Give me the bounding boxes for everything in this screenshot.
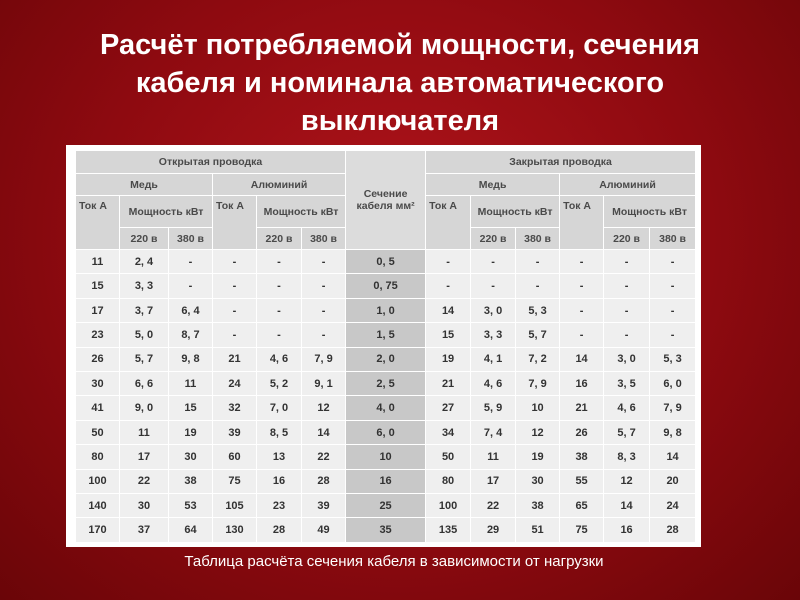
table-cell: 5, 9 — [471, 396, 516, 420]
table-cell: 49 — [302, 518, 346, 543]
table-cell: 5, 3 — [650, 347, 696, 371]
table-cell: 75 — [213, 469, 257, 493]
table-cell: 22 — [120, 469, 169, 493]
cable-table-panel — [66, 145, 701, 547]
table-cell: 30 — [76, 372, 120, 396]
table-cell: - — [426, 274, 471, 298]
table-cell: 5, 3 — [516, 298, 560, 322]
table-cell: - — [213, 250, 257, 274]
table-cell: 3, 5 — [604, 372, 650, 396]
table-cell: 22 — [302, 445, 346, 469]
table-caption — [0, 553, 800, 570]
voltage-380-header: 380 в — [302, 228, 346, 250]
table-cell: 0, 5 — [346, 250, 426, 274]
table-cell: 2, 4 — [120, 250, 169, 274]
table-cell: 19 — [169, 420, 213, 444]
table-cell: 9, 8 — [650, 420, 696, 444]
table-cell: 14 — [604, 494, 650, 518]
table-cell: 50 — [76, 420, 120, 444]
cable-section-header: Сечение кабеля мм² — [346, 151, 426, 250]
table-cell: 15 — [76, 274, 120, 298]
table-cell: 21 — [213, 347, 257, 371]
table-cell: 3, 3 — [120, 274, 169, 298]
table-cell: - — [213, 298, 257, 322]
table-cell: 32 — [213, 396, 257, 420]
table-cell: - — [257, 274, 302, 298]
table-cell: 5, 7 — [120, 347, 169, 371]
open-copper-header: Медь — [76, 174, 213, 196]
table-cell: 38 — [169, 469, 213, 493]
table-cell: 14 — [560, 347, 604, 371]
table-cell: 2, 0 — [346, 347, 426, 371]
table-cell: 38 — [560, 445, 604, 469]
closed-aluminum-header: Алюминий — [560, 174, 696, 196]
closed-copper-power-header: Мощность кВт — [471, 196, 560, 228]
table-cell: 23 — [76, 323, 120, 347]
closed-copper-current-header: Ток А — [426, 196, 471, 250]
table-cell: 12 — [604, 469, 650, 493]
table-caption-text: Таблица расчёта сечения кабеля в зависимости от нагрузки — [184, 553, 604, 570]
table-cell: 0, 75 — [346, 274, 426, 298]
table-cell: 8, 5 — [257, 420, 302, 444]
table-cell: 22 — [471, 494, 516, 518]
table-cell: 30 — [516, 469, 560, 493]
table-row — [76, 250, 696, 274]
table-cell: 9, 8 — [169, 347, 213, 371]
table-cell: 17 — [120, 445, 169, 469]
table-row — [76, 469, 696, 493]
table-cell: 11 — [471, 445, 516, 469]
table-cell: - — [604, 323, 650, 347]
table-body — [76, 250, 696, 543]
open-aluminum-header: Алюминий — [213, 174, 346, 196]
table-cell: 4, 6 — [604, 396, 650, 420]
closed-aluminum-power-header: Мощность кВт — [604, 196, 696, 228]
table-cell: 39 — [213, 420, 257, 444]
voltage-380-header: 380 в — [516, 228, 560, 250]
table-cell: 7, 9 — [302, 347, 346, 371]
table-cell: 15 — [169, 396, 213, 420]
voltage-220-header: 220 в — [604, 228, 650, 250]
table-cell: - — [650, 274, 696, 298]
table-cell: 15 — [426, 323, 471, 347]
cable-section-table — [75, 150, 696, 543]
table-cell: 4, 6 — [257, 347, 302, 371]
open-copper-power-header: Мощность кВт — [120, 196, 213, 228]
table-cell: - — [169, 274, 213, 298]
table-cell: 8, 3 — [604, 445, 650, 469]
open-copper-current-header: Ток А — [76, 196, 120, 250]
table-cell: 38 — [516, 494, 560, 518]
table-cell: 11 — [120, 420, 169, 444]
table-cell: - — [213, 323, 257, 347]
table-cell: 1, 5 — [346, 323, 426, 347]
open-aluminum-power-header: Мощность кВт — [257, 196, 346, 228]
table-cell: 27 — [426, 396, 471, 420]
table-cell: 4, 1 — [471, 347, 516, 371]
table-cell: 80 — [76, 445, 120, 469]
table-cell: 140 — [76, 494, 120, 518]
table-row — [76, 347, 696, 371]
table-cell: 60 — [213, 445, 257, 469]
table-cell: 25 — [346, 494, 426, 518]
table-cell: 11 — [76, 250, 120, 274]
voltage-220-header: 220 в — [120, 228, 169, 250]
table-cell: 23 — [257, 494, 302, 518]
title-line-3: выключателя — [300, 105, 500, 137]
table-row — [76, 494, 696, 518]
table-cell: 9, 0 — [120, 396, 169, 420]
table-cell: - — [604, 274, 650, 298]
table-cell: - — [426, 250, 471, 274]
table-cell: - — [257, 323, 302, 347]
table-cell: - — [516, 274, 560, 298]
title-line-1: Расчёт потребляемой мощности, сечения — [100, 29, 700, 61]
table-row — [76, 298, 696, 322]
table-row — [76, 323, 696, 347]
table-cell: - — [560, 298, 604, 322]
table-cell: 12 — [516, 420, 560, 444]
table-cell: 28 — [650, 518, 696, 543]
table-cell: 16 — [560, 372, 604, 396]
table-cell: - — [604, 298, 650, 322]
table-cell: 1, 0 — [346, 298, 426, 322]
table-cell: 7, 9 — [516, 372, 560, 396]
table-cell: 19 — [516, 445, 560, 469]
table-cell: 10 — [346, 445, 426, 469]
title-line-2: кабеля и номинала автоматического — [135, 67, 665, 99]
table-cell: 41 — [76, 396, 120, 420]
table-cell: 7, 2 — [516, 347, 560, 371]
table-cell: 16 — [604, 518, 650, 543]
open-aluminum-current-header: Ток А — [213, 196, 257, 250]
table-cell: 2, 5 — [346, 372, 426, 396]
table-cell: 130 — [213, 518, 257, 543]
voltage-380-header: 380 в — [169, 228, 213, 250]
table-row — [76, 445, 696, 469]
table-cell: - — [650, 323, 696, 347]
table-cell: 16 — [346, 469, 426, 493]
table-row — [76, 372, 696, 396]
table-cell: 4, 6 — [471, 372, 516, 396]
table-cell: - — [650, 298, 696, 322]
table-row — [76, 518, 696, 543]
table-cell: 50 — [426, 445, 471, 469]
table-cell: 14 — [650, 445, 696, 469]
table-cell: - — [560, 250, 604, 274]
table-cell: 28 — [302, 469, 346, 493]
table-row — [76, 396, 696, 420]
table-cell: 14 — [302, 420, 346, 444]
table-cell: 75 — [560, 518, 604, 543]
table-cell: 24 — [650, 494, 696, 518]
open-wiring-header: Открытая проводка — [76, 151, 346, 174]
table-cell: 7, 4 — [471, 420, 516, 444]
table-cell: 5, 7 — [604, 420, 650, 444]
table-cell: 3, 0 — [604, 347, 650, 371]
table-cell: 64 — [169, 518, 213, 543]
table-cell: 55 — [560, 469, 604, 493]
table-cell: 17 — [76, 298, 120, 322]
table-cell: 3, 3 — [471, 323, 516, 347]
table-cell: 4, 0 — [346, 396, 426, 420]
table-cell: 30 — [120, 494, 169, 518]
table-cell: 5, 7 — [516, 323, 560, 347]
table-cell: 35 — [346, 518, 426, 543]
table-cell: 51 — [516, 518, 560, 543]
table-cell: 6, 0 — [346, 420, 426, 444]
table-cell: 6, 0 — [650, 372, 696, 396]
table-cell: - — [604, 250, 650, 274]
table-cell: 16 — [257, 469, 302, 493]
table-cell: 3, 7 — [120, 298, 169, 322]
table-cell: 135 — [426, 518, 471, 543]
table-cell: 7, 0 — [257, 396, 302, 420]
table-cell: 17 — [471, 469, 516, 493]
table-cell: 26 — [560, 420, 604, 444]
table-cell: - — [302, 250, 346, 274]
table-cell: - — [257, 298, 302, 322]
table-cell: 14 — [426, 298, 471, 322]
table-cell: - — [169, 250, 213, 274]
table-cell: 19 — [426, 347, 471, 371]
voltage-380-header: 380 в — [650, 228, 696, 250]
table-cell: - — [471, 250, 516, 274]
voltage-220-header: 220 в — [471, 228, 516, 250]
table-row — [76, 420, 696, 444]
table-cell: 10 — [516, 396, 560, 420]
table-cell: 5, 0 — [120, 323, 169, 347]
table-cell: 21 — [560, 396, 604, 420]
table-cell: 39 — [302, 494, 346, 518]
table-cell: 29 — [471, 518, 516, 543]
table-cell: 53 — [169, 494, 213, 518]
closed-copper-header: Медь — [426, 174, 560, 196]
table-cell: 5, 2 — [257, 372, 302, 396]
table-cell: - — [257, 250, 302, 274]
table-cell: 37 — [120, 518, 169, 543]
table-cell: 8, 7 — [169, 323, 213, 347]
table-cell: 6, 4 — [169, 298, 213, 322]
table-cell: - — [302, 323, 346, 347]
table-cell: 20 — [650, 469, 696, 493]
closed-wiring-header: Закрытая проводка — [426, 151, 696, 174]
table-cell: 28 — [257, 518, 302, 543]
table-cell: 30 — [169, 445, 213, 469]
table-cell: 100 — [426, 494, 471, 518]
table-cell: 9, 1 — [302, 372, 346, 396]
closed-aluminum-current-header: Ток А — [560, 196, 604, 250]
table-cell: 24 — [213, 372, 257, 396]
table-cell: 12 — [302, 396, 346, 420]
table-cell: 34 — [426, 420, 471, 444]
table-cell: - — [302, 298, 346, 322]
table-cell: 11 — [169, 372, 213, 396]
table-cell: - — [560, 323, 604, 347]
table-cell: 65 — [560, 494, 604, 518]
table-cell: 170 — [76, 518, 120, 543]
table-cell: 100 — [76, 469, 120, 493]
table-cell: 3, 0 — [471, 298, 516, 322]
table-row — [76, 274, 696, 298]
table-cell: - — [560, 274, 604, 298]
table-cell: 7, 9 — [650, 396, 696, 420]
table-cell: 105 — [213, 494, 257, 518]
table-cell: 6, 6 — [120, 372, 169, 396]
table-cell: - — [302, 274, 346, 298]
slide-title — [40, 26, 760, 140]
table-cell: - — [516, 250, 560, 274]
table-cell: - — [650, 250, 696, 274]
table-cell: - — [471, 274, 516, 298]
table-cell: 80 — [426, 469, 471, 493]
table-cell: 26 — [76, 347, 120, 371]
table-cell: - — [213, 274, 257, 298]
table-cell: 21 — [426, 372, 471, 396]
voltage-220-header: 220 в — [257, 228, 302, 250]
table-cell: 13 — [257, 445, 302, 469]
